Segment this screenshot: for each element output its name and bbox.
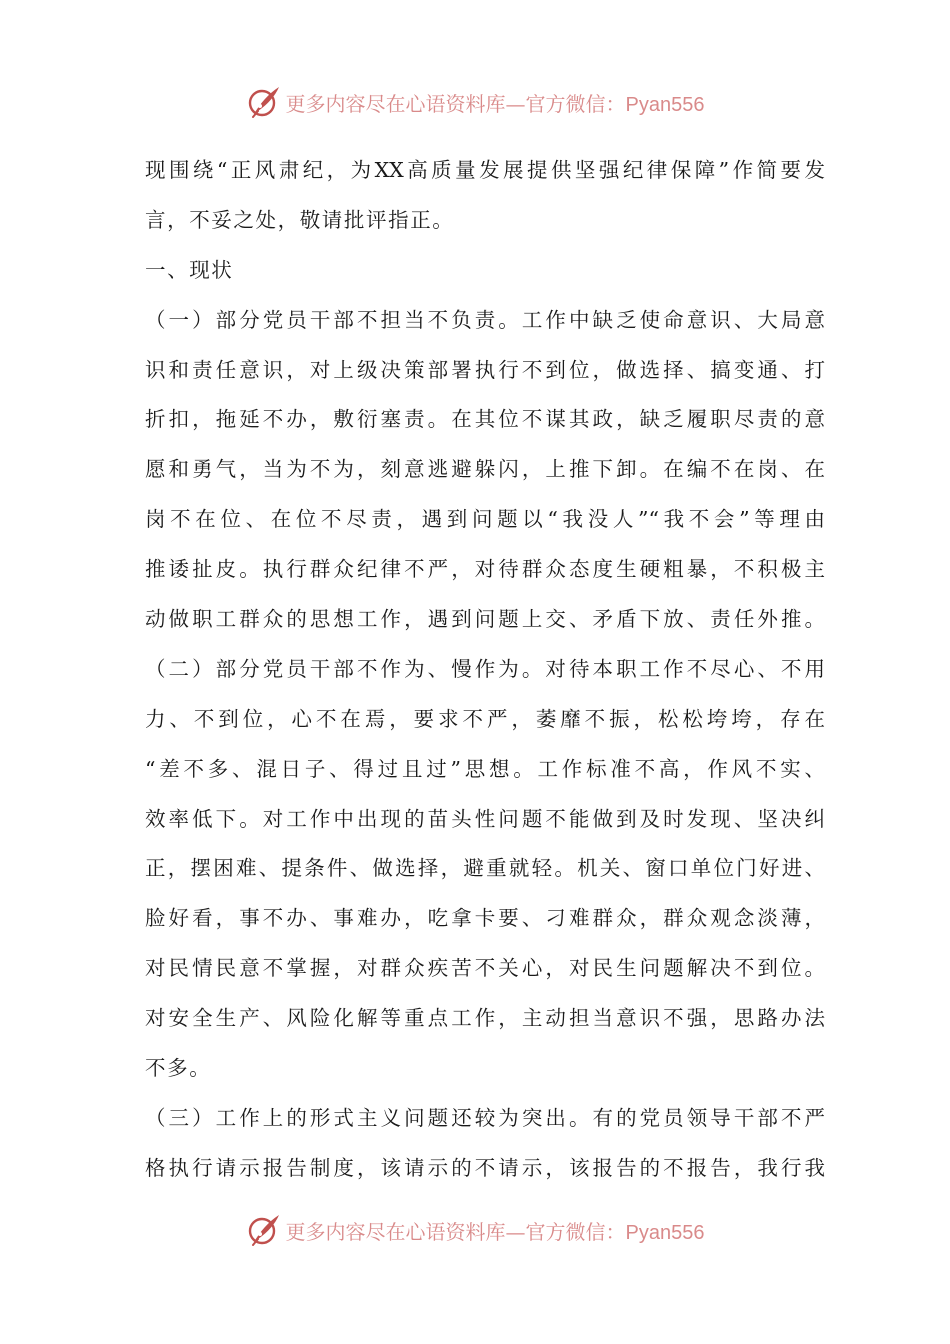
footer-banner <box>0 1210 950 1250</box>
text-line: 岗不在位、在位不尽责，遇到问题以“我没人”“我不会”等理由 <box>145 507 825 532</box>
text-line: 不多。 <box>145 1056 212 1081</box>
footer-banner-text: 更多内容尽在心语资料库—官方微信：Pyan556 <box>285 1219 705 1244</box>
text-line: 愿和勇气，当为不为，刻意逃避躲闪，上推下卸。在编不在岗、在 <box>145 457 825 482</box>
text-line: 效率低下。对工作中出现的苗头性问题不能做到及时发现、坚决纠 <box>145 806 825 831</box>
text-line: 对民情民意不掌握，对群众疾苦不关心，对民生问题解决不到位。 <box>145 956 825 981</box>
text-line: 识和责任意识，对上级决策部署执行不到位，做选择、搞变通、打 <box>145 357 825 382</box>
quill-pen-logo-icon <box>246 84 282 120</box>
text-line: （二）部分党员干部不作为、慢作为。对待本职工作不尽心、不用 <box>145 656 825 681</box>
text-line: 动做职工群众的思想工作，遇到问题上交、矛盾下放、责任外推。 <box>145 607 825 632</box>
text-line: （一）部分党员干部不担当不负责。工作中缺乏使命意识、大局意 <box>145 307 825 332</box>
header-banner <box>0 82 950 122</box>
text-line: 力、不到位，心不在焉，要求不严，萎靡不振，松松垮垮，存在 <box>145 706 825 731</box>
text-line: 正，摆困难、提条件、做选择，避重就轻。机关、窗口单位门好进、 <box>145 856 825 881</box>
text-line: 折扣，拖延不办，敷衍塞责。在其位不谋其政，缺乏履职尽责的意 <box>145 407 825 432</box>
document-body <box>145 146 825 1194</box>
text-line: 对安全生产、风险化解等重点工作，主动担当意识不强，思路办法 <box>145 1006 825 1031</box>
text-line: 一、现状 <box>145 257 234 282</box>
text-line: 言，不妥之处，敬请批评指正。 <box>145 207 455 232</box>
text-line: 格执行请示报告制度，该请示的不请示，该报告的不报告，我行我 <box>145 1155 825 1180</box>
text-line: 现围绕“正风肃纪，为XX高质量发展提供坚强纪律保障”作简要发 <box>145 158 825 182</box>
quill-pen-logo-icon <box>246 1212 282 1248</box>
text-line: “差不多、混日子、得过且过”思想。工作标准不高，作风不实、 <box>145 756 825 781</box>
text-line: 脸好看，事不办、事难办，吃拿卡要、刁难群众，群众观念淡薄， <box>145 906 825 931</box>
header-banner-text: 更多内容尽在心语资料库—官方微信：Pyan556 <box>285 91 705 116</box>
text-line: 推诿扯皮。执行群众纪律不严，对待群众态度生硬粗暴，不积极主 <box>145 557 825 582</box>
text-line: （三）工作上的形式主义问题还较为突出。有的党员领导干部不严 <box>145 1105 825 1130</box>
